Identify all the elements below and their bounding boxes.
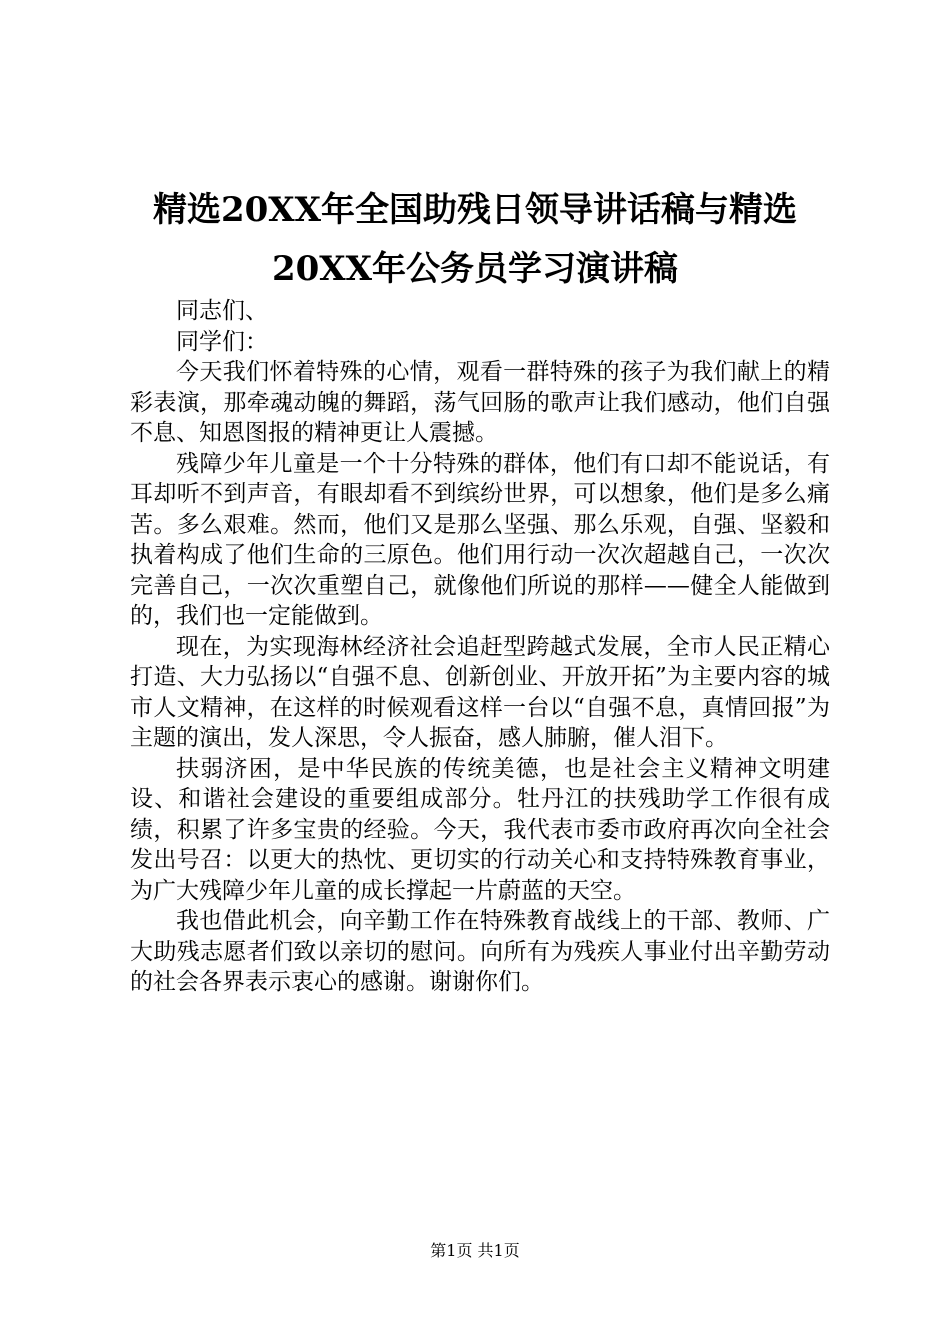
- document-title-line-2: 20XX年公务员学习演讲稿: [271, 249, 679, 289]
- document-title-line-1: 精选20XX年全国助残日领导讲话稿与精选: [152, 190, 798, 230]
- body-paragraph: 扶弱济困，是中华民族的传统美德，也是社会主义精神文明建设、和谐社会建设的重要组成部分。牡丹江的扶残助学工作很有成绩，积累了许多宝贵的经验。今天，我代表市委市政府再次向全社会发出号召：以更大的热忱、更切实的行动关心和支持特殊教育事业，为广大残障少年儿童的成长撑起一片蔚蓝的天空。: [130, 755, 830, 904]
- salutation-comrades: 同志们、: [176, 298, 268, 324]
- document-body: [130, 296, 830, 998]
- page-footer: 第1页 共1页: [430, 1241, 520, 1260]
- body-paragraph: 现在，为实现海林经济社会追赶型跨越式发展，全市人民正精心打造、大力弘扬以“自强不息、创新创业、开放开拓”为主要内容的城市人文精神，在这样的时候观看这样一台以“自强不息，真情回报”为主题的演出，发人深思，令人振奋，感人肺腑，催人泪下。: [130, 633, 830, 751]
- body-paragraph: 今天我们怀着特殊的心情，观看一群特殊的孩子为我们献上的精彩表演，那牵魂动魄的舞蹈，荡气回肠的歌声让我们感动，他们自强不息、知恩图报的精神更让人震撼。: [130, 359, 830, 446]
- salutation-students: 同学们：: [176, 328, 268, 355]
- body-paragraph: 我也借此机会，向辛勤工作在特殊教育战线上的干部、教师、广大助残志愿者们致以亲切的慰问。向所有为残疾人事业付出辛勤劳动的社会各界表示衷心的感谢。谢谢你们。: [130, 908, 830, 995]
- body-paragraph: 残障少年儿童是一个十分特殊的群体，他们有口却不能说话，有耳却听不到声音，有眼却看不到缤纷世界，可以想象，他们是多么痛苦。多么艰难。然而，他们又是那么坚强、那么乐观，自强、坚毅和执着构成了他们生命的三原色。他们用行动一次次超越自己，一次次完善自己，一次次重塑自己，就像他们所说的那样——健全人能做到的，我们也一定能做到。: [130, 450, 830, 629]
